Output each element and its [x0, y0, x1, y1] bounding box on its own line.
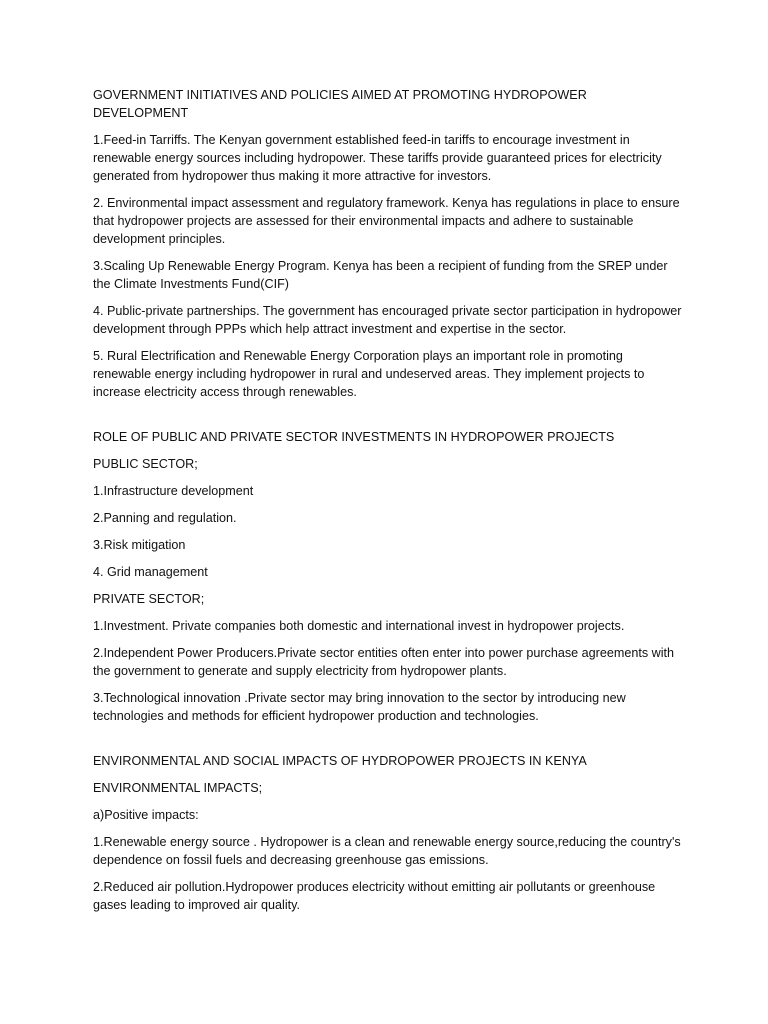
paragraph-rural-electrification: 5. Rural Electrification and Renewable Energy Corporation plays an important role in promoting renewable energy including hydropower in rural and undeserved areas. They implement projects to increase electricity access through renewables. — [93, 349, 645, 399]
list-item-technological-innovation: 3.Technological innovation .Private sector may bring innovation to the sector by introducing new technologies and methods for efficient hydropower production and technologies. — [93, 691, 626, 723]
section-heading-environmental-social-impacts: ENVIRONMENTAL AND SOCIAL IMPACTS OF HYDROPOWER PROJECTS IN KENYA — [93, 754, 587, 768]
subheading-private-sector: PRIVATE SECTOR; — [93, 592, 205, 606]
paragraph-srep: 3.Scaling Up Renewable Energy Program. Kenya has been a recipient of funding from the SREP under the Climate Investments Fund(CIF) — [93, 259, 668, 291]
list-item-infrastructure-development: 1.Infrastructure development — [93, 484, 254, 498]
subheading-positive-impacts: a)Positive impacts: — [93, 808, 199, 822]
paragraph-public-private-partnerships: 4. Public-private partnerships. The government has encouraged private sector participation in hydropower development through PPPs which help attract investment and expertise in the sector. — [93, 304, 682, 336]
list-item-risk-mitigation: 3.Risk mitigation — [93, 538, 186, 552]
list-item-renewable-energy-source: 1.Renewable energy source . Hydropower is a clean and renewable energy source,reducing the country's dependence on fossil fuels and decreasing greenhouse gas emissions. — [93, 835, 681, 867]
subheading-public-sector: PUBLIC SECTOR; — [93, 457, 198, 471]
section-heading-government-initiatives: GOVERNMENT INITIATIVES AND POLICIES AIMED AT PROMOTING HYDROPOWER DEVELOPMENT — [93, 88, 587, 120]
list-item-investment: 1.Investment. Private companies both domestic and international invest in hydropower projects. — [93, 619, 625, 633]
paragraph-environmental-impact-assessment: 2. Environmental impact assessment and regulatory framework. Kenya has regulations in place to ensure that hydropower projects are assessed for their environmental impacts and adhere to sustainable development principles. — [93, 196, 680, 246]
list-item-planning-regulation: 2.Panning and regulation. — [93, 511, 237, 525]
section-heading-public-private-investments: ROLE OF PUBLIC AND PRIVATE SECTOR INVESTMENTS IN HYDROPOWER PROJECTS — [93, 430, 615, 444]
paragraph-feed-in-tariffs: 1.Feed-in Tarriffs. The Kenyan government established feed-in tariffs to encourage investment in renewable energy sources including hydropower. These tariffs provide guaranteed prices for electricity generated from hydropower thus making it more attractive for investors. — [93, 133, 662, 183]
list-item-independent-power-producers: 2.Independent Power Producers.Private sector entities often enter into power purchase agreements with the government to generate and supply electricity from hydropower plants. — [93, 646, 675, 678]
subheading-environmental-impacts: ENVIRONMENTAL IMPACTS; — [93, 781, 263, 795]
list-item-grid-management: 4. Grid management — [93, 565, 208, 579]
list-item-reduced-air-pollution: 2.Reduced air pollution.Hydropower produces electricity without emitting air pollutants or greenhouse gases leading to improved air quality. — [93, 880, 656, 912]
document-page — [93, 86, 683, 923]
